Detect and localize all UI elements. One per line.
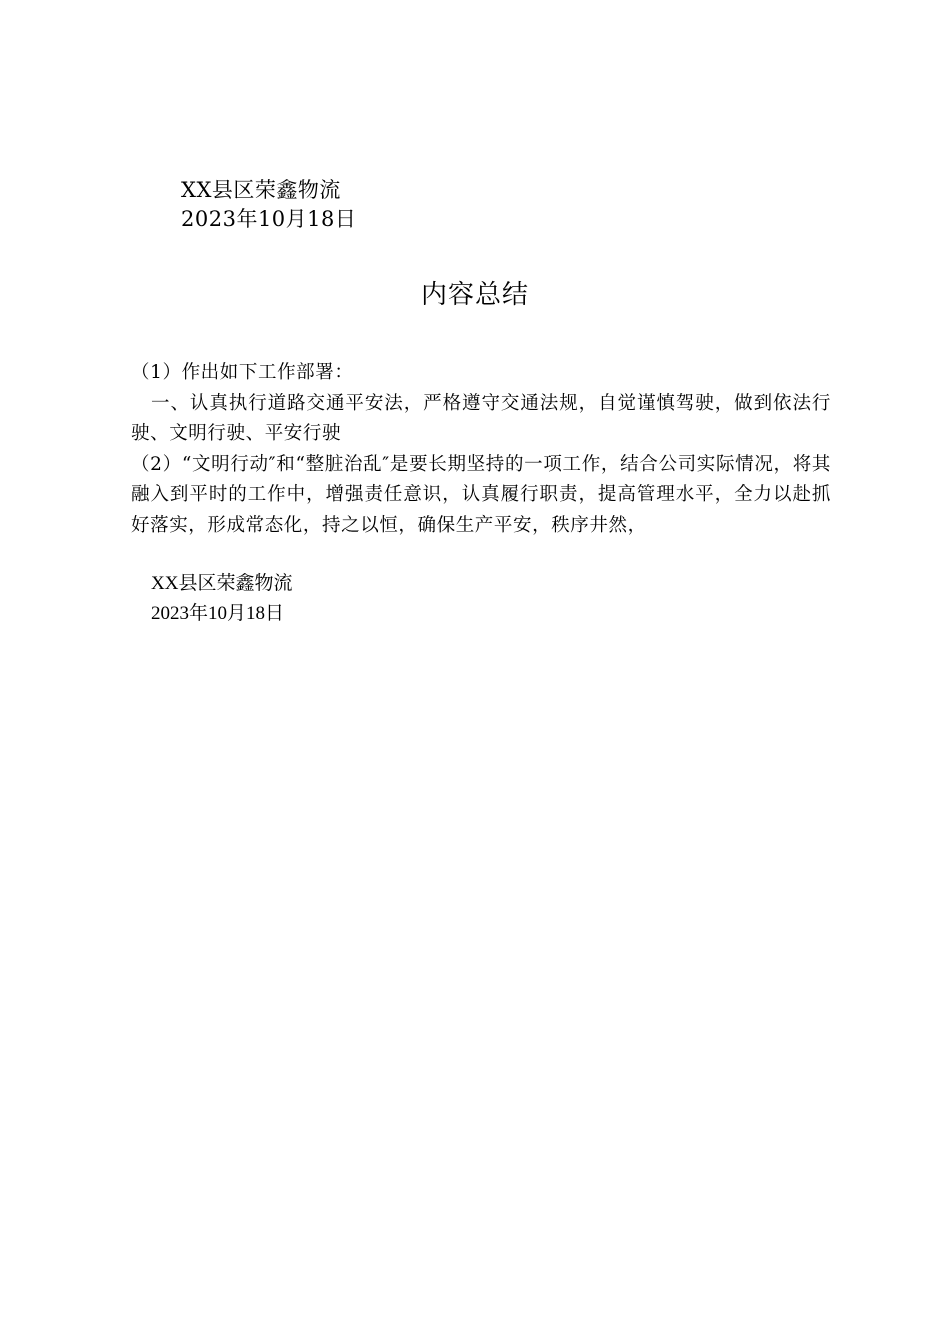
summary-paragraph-2: 一、认真执行道路交通平安法，严格遵守交通法规，自觉谨慎驾驶，做到依法行驶、文明行驶、平安行驶 <box>131 392 831 444</box>
top-signature-company: XX县区荣鑫物流 <box>181 178 341 202</box>
top-signature-date: 2023年10月18日 <box>181 207 357 231</box>
bottom-signature-company: XX县区荣鑫物流 <box>151 573 293 594</box>
top-signature-block <box>181 176 356 234</box>
summary-paragraph-1: （1）作出如下工作部署： <box>131 362 354 383</box>
summary-body <box>131 358 831 541</box>
bottom-signature-date: 2023年10月18日 <box>151 603 285 624</box>
bottom-signature-block <box>151 569 292 629</box>
summary-paragraph-3: （2）“文明行动″和“整脏治乱″是要长期坚持的一项工作，结合公司实际情况，将其融入到平时的工作中，增强责任意识，认真履行职责，提高管理水平，全力以赴抓好落实，形成常态化，持之以恒，确保生产平安，秩序井然， <box>131 453 831 536</box>
summary-title: 内容总结 <box>420 280 529 310</box>
